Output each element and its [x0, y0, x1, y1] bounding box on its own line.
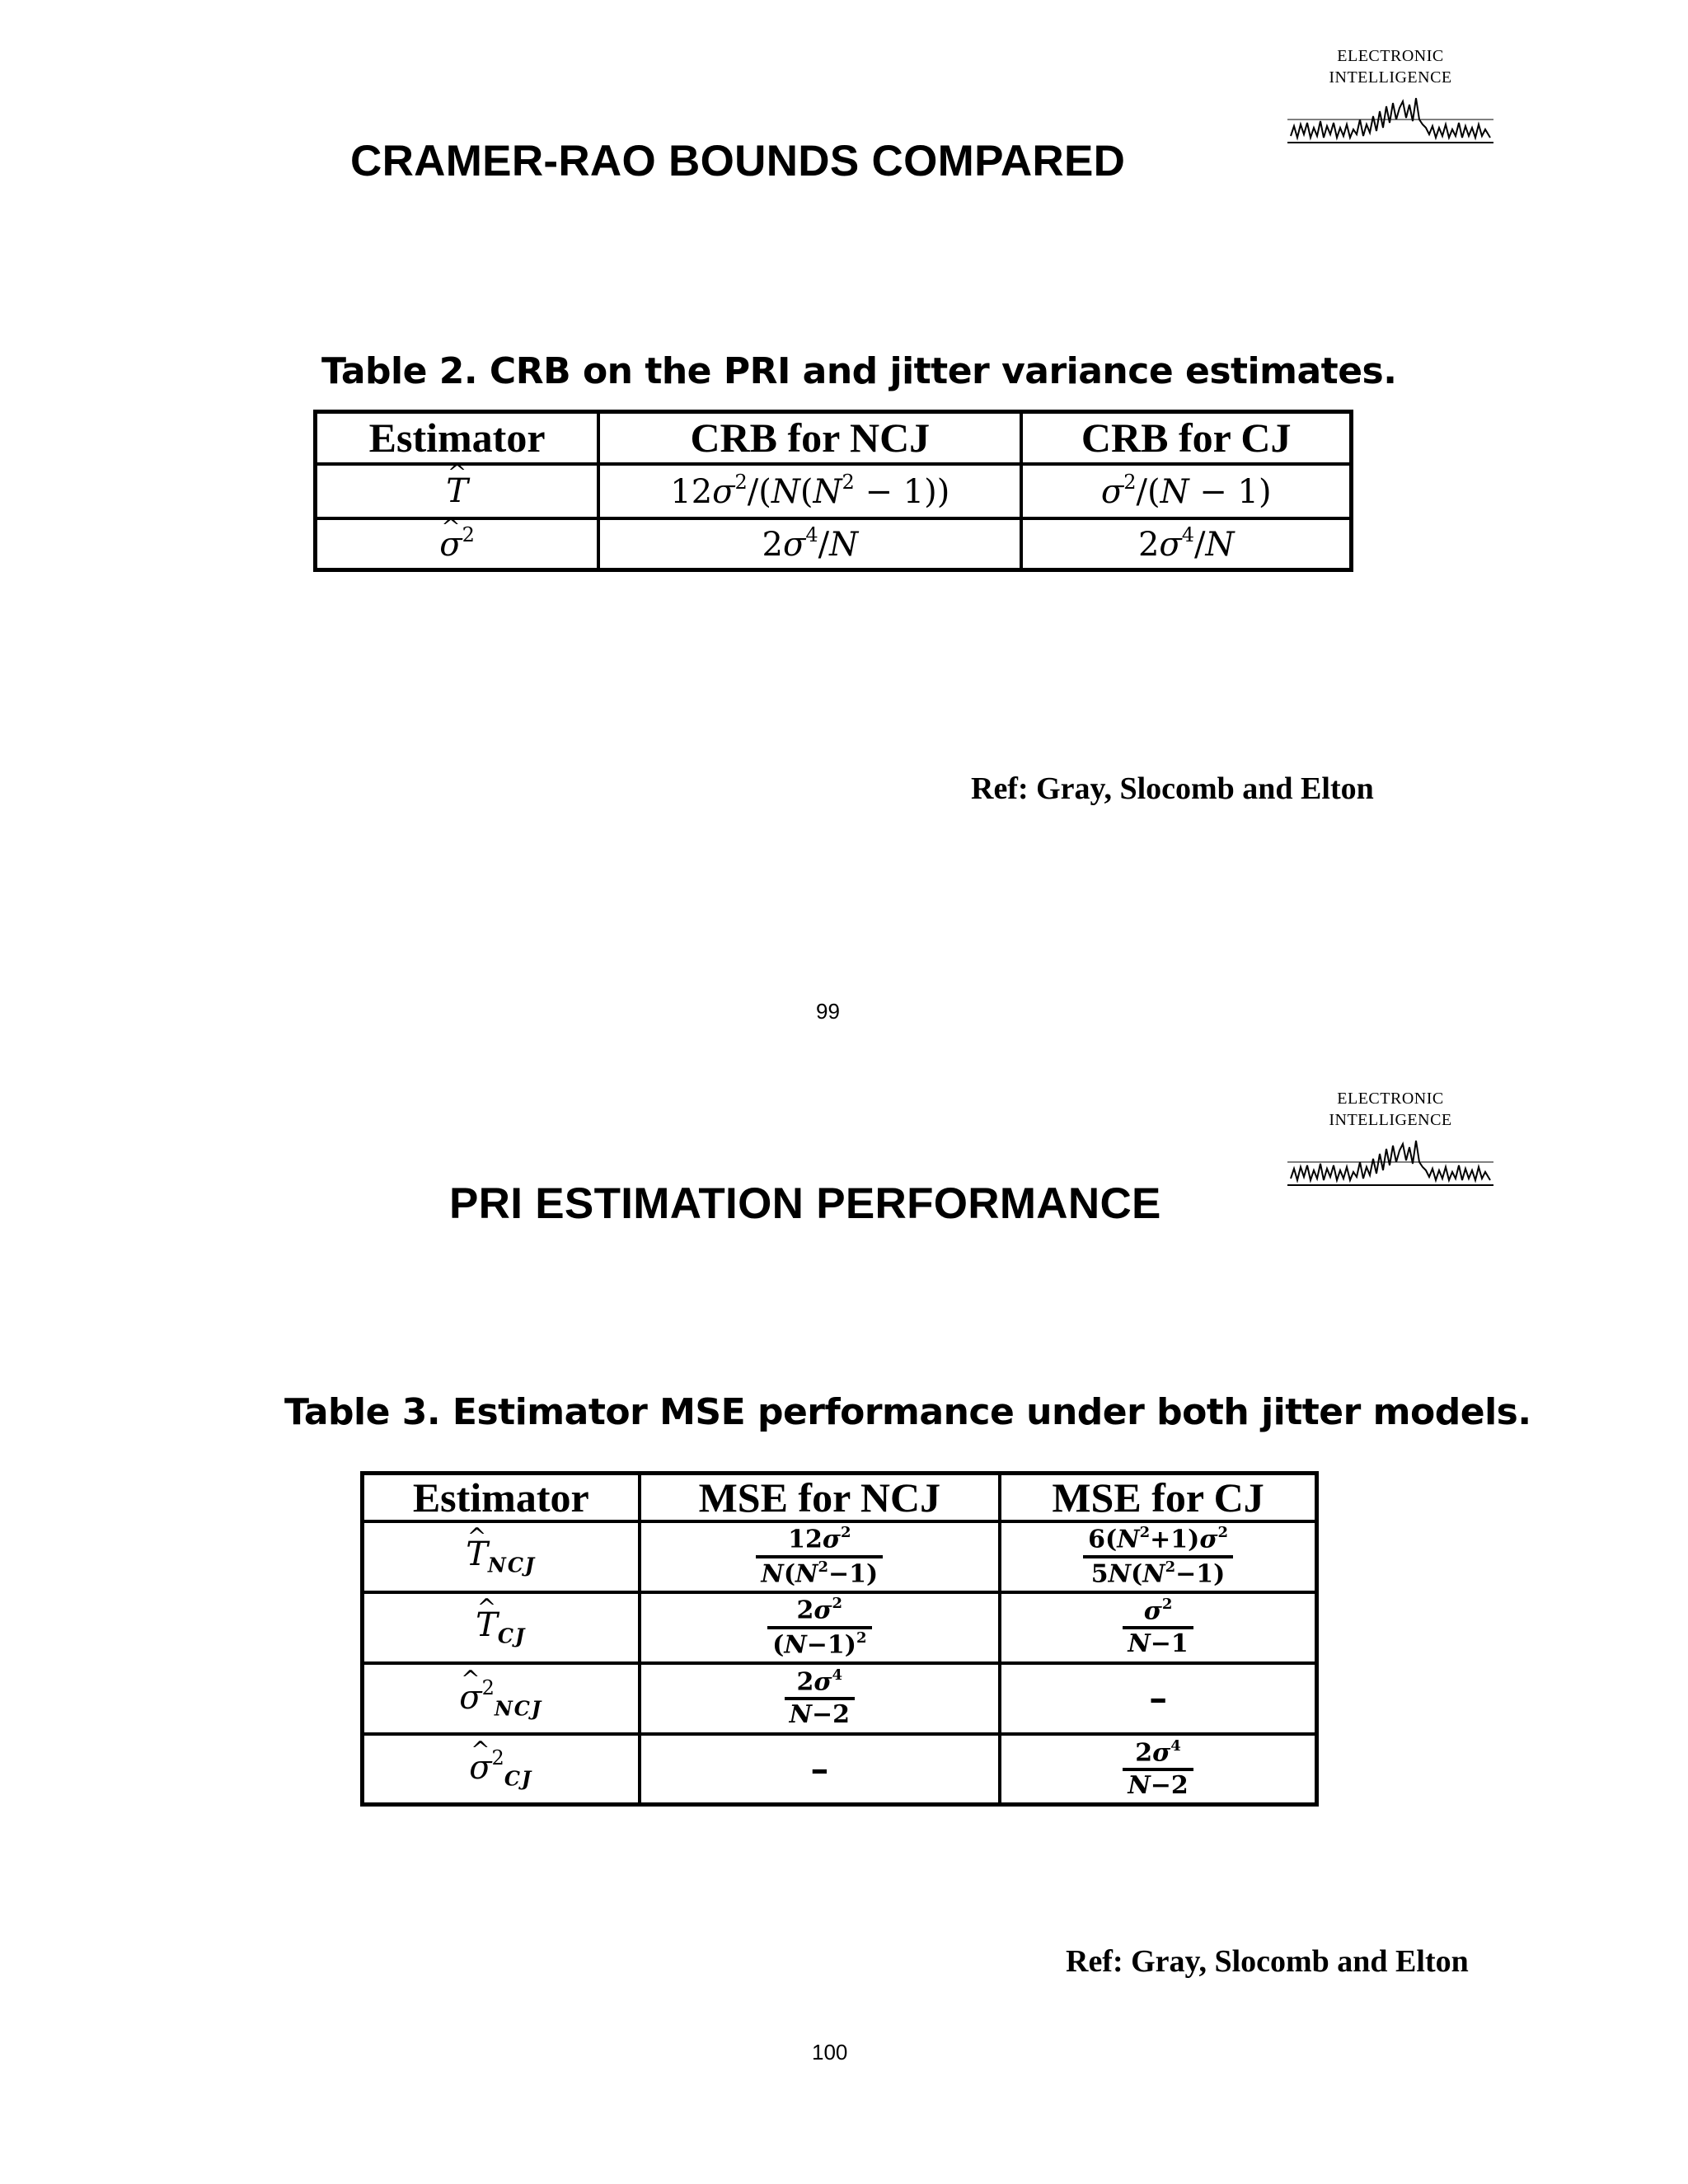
mse-cj-cell: [1000, 1521, 1316, 1592]
logo-line-1: ELECTRONIC: [1337, 47, 1444, 65]
page-number: 99: [816, 999, 840, 1024]
not-applicable-dash: –: [810, 1747, 829, 1790]
estimator-sigma-hat-squared-ncj: ^ $\sigma^2_{NCJ}$: [459, 1679, 542, 1717]
estimator-sigma-hat-squared-cj: ^ $\sigma^2_{CJ}$: [469, 1749, 532, 1787]
reference-note: Ref: Gray, Slocomb and Elton: [971, 771, 1374, 806]
reference-note: Ref: Gray, Slocomb and Elton: [1066, 1944, 1469, 1979]
crb-ncj-value: $12\sigma^2/(N(N^2 - 1))$: [670, 471, 950, 511]
crb-cj-value: $2\sigma^4/N$: [1137, 523, 1235, 565]
column-header-mse-cj: MSE for CJ: [1000, 1474, 1316, 1521]
estimator-cell: [316, 518, 599, 570]
table-row: [363, 1592, 1317, 1663]
mse-ncj-fraction: $\frac{12\sigma^2}{N(N^2-1)}$: [756, 1526, 883, 1586]
estimator-t-hat-ncj: ^ $T_{NCJ}$: [466, 1535, 536, 1573]
logo-line-2: INTELLIGENCE: [1329, 68, 1452, 87]
crb-ncj-cell: [598, 464, 1021, 518]
mse-ncj-fraction: $\frac{2\sigma^4}{N-2}$: [785, 1668, 855, 1728]
table-caption: Table 2. CRB on the PRI and jitter variance estimates.: [321, 350, 1397, 392]
estimator-t-hat: ^ T: [446, 472, 468, 510]
page-title: PRI ESTIMATION PERFORMANCE: [449, 1179, 1161, 1228]
crb-cj-cell: [1021, 518, 1351, 570]
signal-waveform-icon: [1287, 1137, 1493, 1187]
mse-ncj-fraction: $\frac{2\sigma^2}{(N-1)^2}$: [767, 1596, 871, 1657]
page-title: CRAMER-RAO BOUNDS COMPARED: [350, 137, 1126, 185]
mse-cj-cell: [1000, 1734, 1316, 1805]
column-header-crb-ncj: CRB for NCJ: [598, 412, 1021, 464]
crb-ncj-cell: [598, 518, 1021, 570]
logo-line-2: INTELLIGENCE: [1329, 1111, 1452, 1129]
electronic-intelligence-logo: [1287, 45, 1493, 144]
mse-ncj-cell: [640, 1734, 1001, 1805]
column-header-mse-ncj: MSE for NCJ: [640, 1474, 1001, 1521]
logo-line-1: ELECTRONIC: [1337, 1090, 1444, 1108]
page-number: 100: [812, 2040, 848, 2064]
estimator-cell: [363, 1521, 640, 1592]
mse-cj-fraction: $\frac{\sigma^2}{N-1}$: [1123, 1597, 1193, 1657]
mse-table: [360, 1471, 1319, 1807]
column-header-estimator: Estimator: [316, 412, 599, 464]
table-row: [363, 1521, 1317, 1592]
estimator-t-hat-cj: ^ $T_{CJ}$: [476, 1606, 526, 1644]
mse-ncj-cell: [640, 1521, 1001, 1592]
table-row: [363, 1734, 1317, 1805]
table-row: [316, 464, 1352, 518]
mse-cj-fraction: $\frac{2\sigma^4}{N-2}$: [1123, 1739, 1193, 1799]
mse-cj-fraction: $\frac{6(N^2+1)\sigma^2}{5N(N^2-1)}$: [1083, 1526, 1233, 1586]
table-row: [316, 518, 1352, 570]
mse-cj-cell: [1000, 1592, 1316, 1663]
column-header-crb-cj: CRB for CJ: [1021, 412, 1351, 464]
table-caption: Table 3. Estimator MSE performance under both jitter models.: [284, 1391, 1531, 1433]
mse-ncj-cell: [640, 1592, 1001, 1663]
crb-cj-value: $\sigma^2/(N - 1)$: [1100, 471, 1272, 511]
electronic-intelligence-logo: [1287, 1088, 1493, 1187]
estimator-cell: [363, 1592, 640, 1663]
crb-ncj-value: $2\sigma^4/N$: [762, 523, 859, 565]
estimator-sigma-hat-squared: ^ $\sigma^2$: [439, 526, 475, 564]
mse-ncj-cell: [640, 1663, 1001, 1734]
estimator-cell: [363, 1663, 640, 1734]
signal-waveform-icon: [1287, 95, 1493, 144]
estimator-cell: [316, 464, 599, 518]
crb-table: [313, 410, 1353, 572]
crb-cj-cell: [1021, 464, 1351, 518]
mse-cj-cell: [1000, 1663, 1316, 1734]
column-header-estimator: Estimator: [363, 1474, 640, 1521]
estimator-cell: [363, 1734, 640, 1805]
table-row: [363, 1663, 1317, 1734]
not-applicable-dash: –: [1149, 1677, 1168, 1719]
